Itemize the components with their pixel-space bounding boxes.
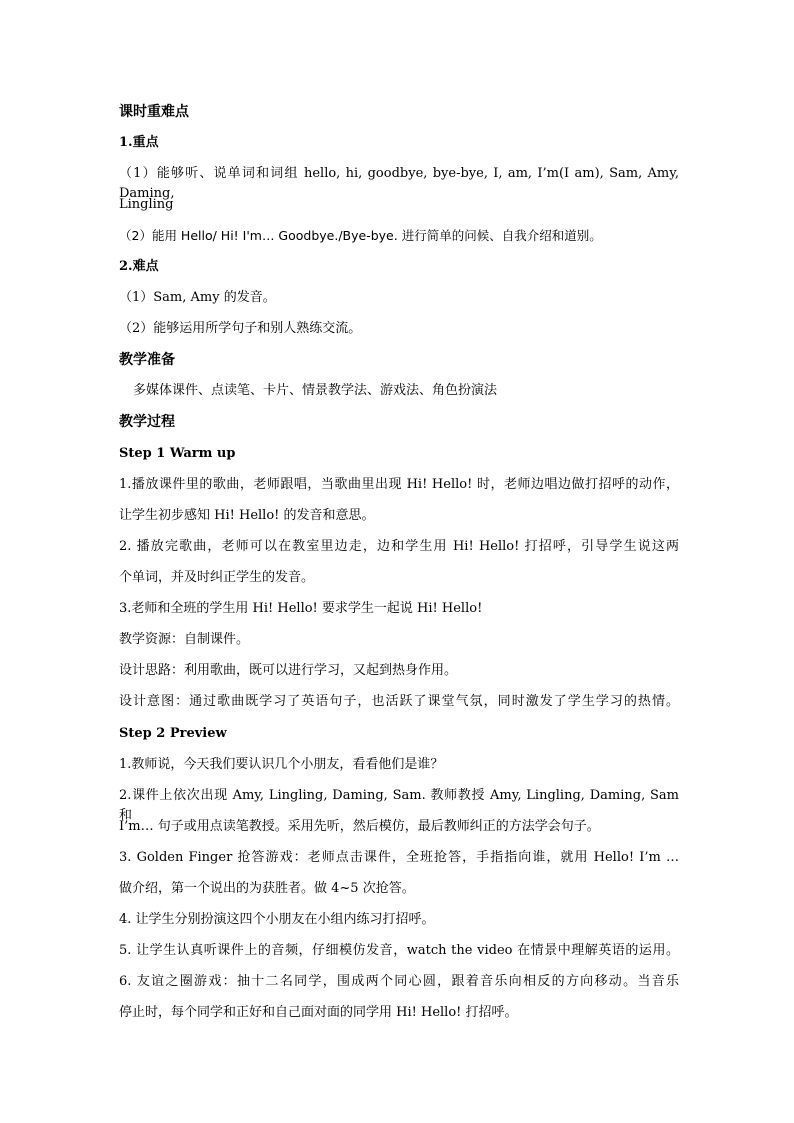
step-2-item-2: 2.课件上依次出现 Amy, Lingling, Daming, Sam. 教师教授 Amy, Lingling, Daming, Sam 和: [119, 788, 679, 823]
subheading-difficulty: 2.难点: [119, 259, 159, 274]
section-heading-key-points: 课时重难点: [119, 104, 189, 120]
step-2-item-3-continued: 做介绍，第一个说出的为获胜者。做 4~5 次抢答。: [119, 881, 415, 896]
design-intent: 设计意图：通过歌曲既学习了英语句子，也活跃了课堂气氛，同时激发了学生学习的热情。: [119, 694, 679, 709]
step-2-heading: Step 2 Preview: [119, 726, 227, 741]
section-heading-process: 教学过程: [119, 414, 175, 430]
focus-item-1: （1）能够听、说单词和词组 hello, hi, goodbye, bye-bye, I, am, I’m(I am), Sam, Amy, Daming,: [119, 166, 679, 201]
design-idea: 设计思路：利用歌曲，既可以进行学习，又起到热身作用。: [119, 663, 458, 678]
preparation-materials: 多媒体课件、点读笔、卡片、情景教学法、游戏法、角色扮演法: [133, 383, 498, 398]
step-1-item-2-continued: 个单词，并及时纠正学生的发音。: [119, 570, 315, 585]
step-1-item-1: 1.播放课件里的歌曲，老师跟唱，当歌曲里出现 Hi! Hello! 时，老师边唱边做打招呼的动作，: [119, 477, 679, 492]
step-1-heading: Step 1 Warm up: [119, 446, 236, 461]
difficulty-item-2: （2）能够运用所学句子和别人熟练交流。: [119, 321, 362, 336]
step-2-item-3: 3. Golden Finger 抢答游戏：老师点击课件，全班抢答，手指指向谁，就用 Hello! I’m …: [119, 850, 679, 865]
step-1-item-1-continued: 让学生初步感知 Hi! Hello! 的发音和意思。: [119, 508, 375, 523]
subheading-focus: 1.重点: [119, 135, 159, 150]
step-2-item-4: 4. 让学生分别扮演这四个小朋友在小组内练习打招呼。: [119, 912, 435, 927]
step-2-item-5: 5. 让学生认真听课件上的音频，仔细模仿发音，watch the video 在情景中理解英语的运用。: [119, 943, 679, 958]
focus-item-2: （2）能用 Hello/ Hi! I'm… Goodbye./Bye-bye. 进行简单的问候、自我介绍和道别。: [119, 228, 602, 243]
difficulty-item-1: （1）Sam, Amy 的发音。: [119, 290, 276, 305]
step-2-item-1: 1.教师说，今天我们要认识几个小朋友，看看他们是谁？: [119, 757, 444, 772]
step-2-item-6-continued: 停止时，每个同学和正好和自己面对面的同学用 Hi! Hello! 打招呼。: [119, 1005, 518, 1020]
step-2-item-6: 6. 友谊之圈游戏：抽十二名同学，围成两个同心圆，跟着音乐向相反的方向移动。当音乐: [119, 974, 679, 989]
teaching-resources: 教学资源：自制课件。: [119, 632, 250, 647]
step-1-item-2: 2. 播放完歌曲，老师可以在教室里边走，边和学生用 Hi! Hello! 打招呼，引导学生说这两: [119, 539, 679, 554]
step-1-item-3: 3.老师和全班的学生用 Hi! Hello! 要求学生一起说 Hi! Hello!: [119, 601, 483, 616]
section-heading-preparation: 教学准备: [119, 352, 175, 368]
step-2-item-2-continued: I’m… 句子或用点读笔教授。采用先听，然后模仿，最后教师纠正的方法学会句子。: [119, 819, 600, 834]
focus-item-1-continued: Lingling: [119, 197, 174, 212]
